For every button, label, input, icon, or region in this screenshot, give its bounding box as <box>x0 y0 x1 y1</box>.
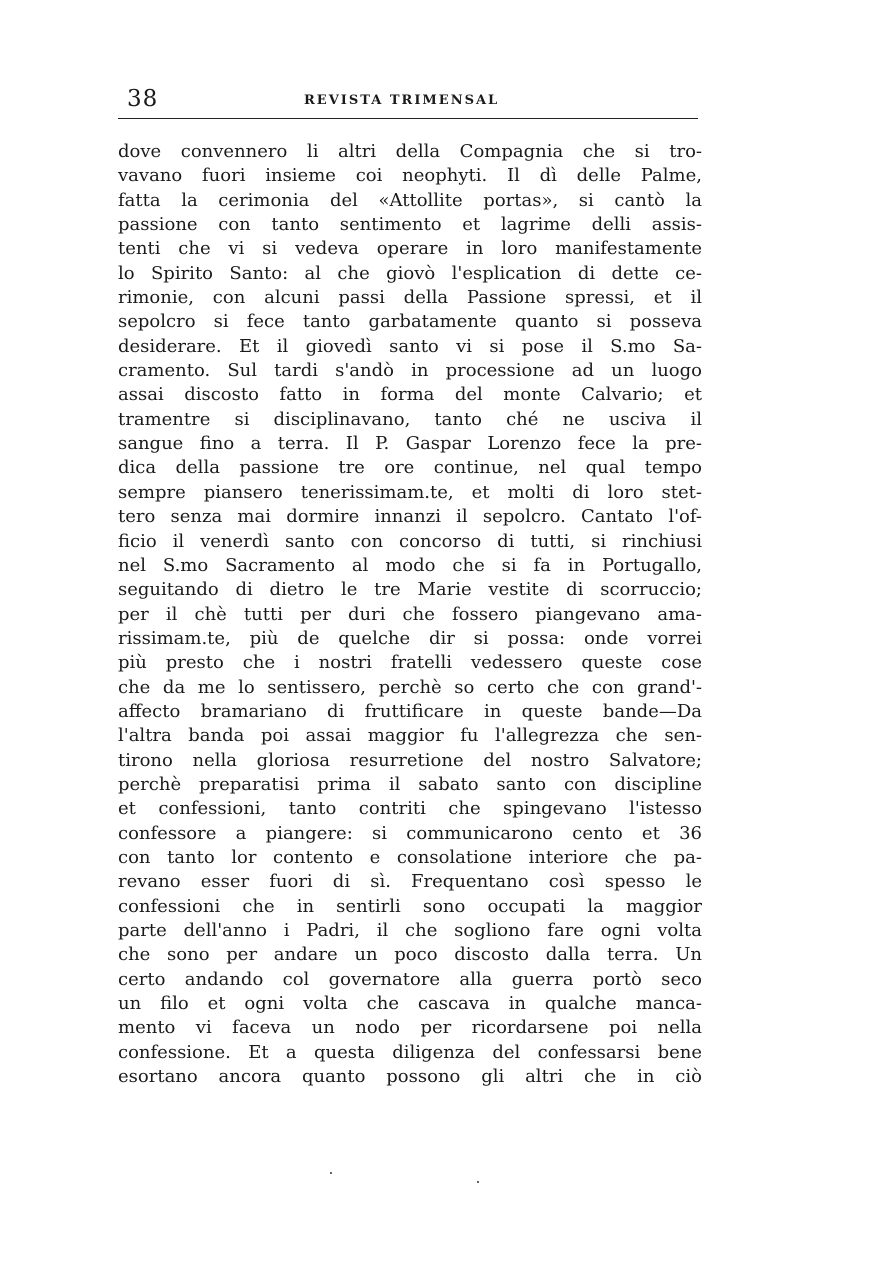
page-number: 38 <box>127 86 159 112</box>
text-line: sangue fino a terra. Il P. Gaspar Lorenzo fece la pre- <box>118 433 702 455</box>
text-line: perchè preparatisi prima il sabato santo con discipline <box>118 773 702 795</box>
text-line: che sono per andare un poco discosto dalla terra. Un <box>118 944 702 966</box>
text-line: per il chè tutti per duri che fossero piangevano ama- <box>118 603 702 625</box>
scan-speck <box>477 1181 479 1183</box>
body-text <box>118 140 702 1089</box>
text-line: cramento. Sul tardi s'andò in processione ad un luogo <box>118 360 702 382</box>
running-title: REVISTA TRIMENSAL <box>304 93 500 108</box>
text-line: parte dell'anno i Padri, il che sogliono fare ogni volta <box>118 920 702 941</box>
text-line: tirono nella gloriosa resurretione del nostro Salvatore; <box>118 749 702 771</box>
text-line: affecto bramariano di fruttificare in queste bande—Da <box>118 700 702 722</box>
text-line: dove convennero li altri della Compagnia che si tro- <box>118 141 702 162</box>
text-line: desiderare. Et il giovedì santo vi si pose il S.mo Sa- <box>118 335 702 357</box>
text-line: tero senza mai dormire innanzi il sepolcro. Cantato l'of- <box>118 506 702 528</box>
text-line: certo andando col governatore alla guerra portò seco <box>118 968 702 990</box>
text-line: l'altra banda poi assai maggior fu l'allegrezza che sen- <box>118 725 702 747</box>
text-line: revano esser fuori di sì. Frequentano così spesso le <box>118 871 702 893</box>
text-line: seguitando di dietro le tre Marie vestite di scorruccio; <box>118 579 702 601</box>
text-line: fatta la cerimonia del «Attollite portas», si cantò la <box>118 189 702 211</box>
text-line: rimonie, con alcuni passi della Passione spressi, et il <box>118 287 702 309</box>
text-line: et confessioni, tanto contriti che spingevano l'istesso <box>118 798 702 820</box>
scan-speck <box>330 1172 332 1174</box>
text-line: più presto che i nostri fratelli vedessero queste cose <box>118 652 702 674</box>
text-line: lo Spirito Santo: al che giovò l'esplication di dette ce- <box>118 262 702 284</box>
text-line: confessore a piangere: si communicarono cento et 36 <box>118 822 702 844</box>
text-line: ficio il venerdì santo con concorso di tutti, si rinchiusi <box>118 530 702 552</box>
text-line: dica della passione tre ore continue, nel qual tempo <box>118 457 702 479</box>
text-line: che da me lo sentissero, perchè so certo che con grand'- <box>118 676 702 698</box>
text-line: sempre piansero tenerissimam.te, et molti di loro stet- <box>118 481 702 503</box>
text-line: passione con tanto sentimento et lagrime delli assis- <box>118 214 702 236</box>
text-line: tenti che vi si vedeva operare in loro manifestamente <box>118 238 702 260</box>
text-line: con tanto lor contento e consolatione interiore che pa- <box>118 846 702 868</box>
text-line: tramentre si disciplinavano, tanto ché ne usciva il <box>118 408 702 430</box>
text-line: nel S.mo Sacramento al modo che si fa in Portugallo, <box>118 554 702 576</box>
text-line: esortano ancora quanto possono gli altri che in ciò <box>118 1066 702 1088</box>
text-line: mento vi faceva un nodo per ricordarsene poi nella <box>118 1017 702 1039</box>
text-line: assai discosto fatto in forma del monte Calvario; et <box>118 384 702 406</box>
text-line: confessioni che in sentirli sono occupati la maggior <box>118 895 702 917</box>
text-line: vavano fuori insieme coi neophyti. Il dì delle Palme, <box>118 165 702 187</box>
text-line: rissimam.te, più de quelche dir si possa: onde vorrei <box>118 627 702 649</box>
text-line: sepolcro si fece tanto garbatamente quanto si posseva <box>118 311 702 333</box>
text-line: confessione. Et a questa diligenza del confessarsi bene <box>118 1041 702 1063</box>
text-line: un filo et ogni volta che cascava in qualche manca- <box>118 993 702 1015</box>
header-rule <box>118 118 698 119</box>
